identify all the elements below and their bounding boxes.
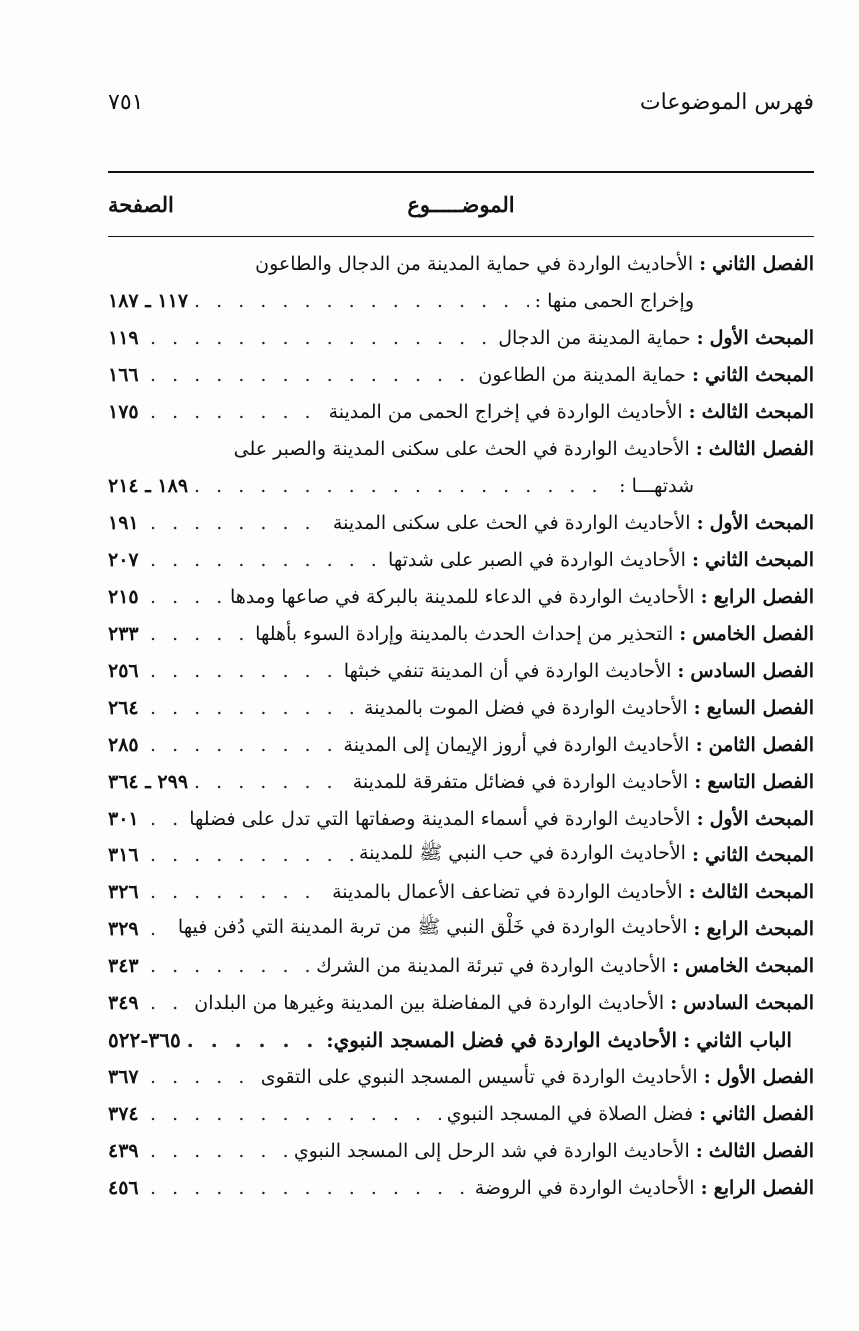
entry-label: الفصل الخامس xyxy=(692,622,814,645)
header-rule xyxy=(108,171,814,173)
entry-title: الأحاديث الواردة في فضل المسجد النبوي: xyxy=(326,1028,678,1053)
entry-title: الأحاديث الواردة في تضاعف الأعمال بالمدينة xyxy=(332,881,683,904)
entry-separator: : xyxy=(683,1028,691,1053)
entry-label: المبحث الأول xyxy=(709,512,814,535)
toc-entry xyxy=(108,505,814,542)
dot-leader xyxy=(150,697,358,719)
toc-entry xyxy=(108,394,814,431)
dot-leader xyxy=(150,1066,255,1088)
entry-separator: : xyxy=(696,512,704,535)
entry-label: المبحث الثالث xyxy=(701,881,814,904)
entry-separator: : xyxy=(693,696,701,719)
entry-page-number: ٢١٥ xyxy=(108,585,139,608)
entry-separator: : xyxy=(672,955,680,978)
entry-separator: : xyxy=(694,770,702,793)
entry-title: الأحاديث الواردة في فضائل متفرقة للمدينة xyxy=(352,770,689,793)
dot-leader xyxy=(150,401,323,423)
entry-page-number: ٣٦٥-٥٢٢ xyxy=(108,1028,181,1053)
entry-label: المبحث الأول xyxy=(709,327,814,350)
entry-title: الأحاديث الواردة في إخراج الحمى من المدينة xyxy=(328,401,683,424)
dot-leader xyxy=(150,364,472,386)
dot-leader xyxy=(194,771,347,793)
toc-entry xyxy=(108,357,814,394)
entry-title: الأحاديث الواردة في حب النبي ﷺ للمدينة xyxy=(359,842,686,865)
toc-entry xyxy=(108,578,814,615)
entry-page-number: ٣٤٩ xyxy=(108,992,139,1015)
dot-leader xyxy=(150,623,249,645)
entry-title: الأحاديث الواردة في الدعاء للمدينة بالبركة في صاعها ومدها xyxy=(230,585,695,608)
entry-page-number: ١٩١ xyxy=(108,512,139,535)
entry-page-number: ٢٣٣ xyxy=(108,622,139,645)
entry-page-number: ٢٨٥ xyxy=(108,733,139,756)
dot-leader xyxy=(150,512,327,534)
entry-label: الفصل الثامن xyxy=(708,733,814,756)
entry-separator: : xyxy=(691,364,699,387)
dot-leader xyxy=(150,734,338,756)
dot-leader xyxy=(150,808,183,830)
entry-separator: : xyxy=(695,733,703,756)
entry-title: التحذير من إحداث الحدث بالمدينة وإرادة السوء بأهلها xyxy=(255,622,674,645)
toc-entry xyxy=(108,542,814,579)
entry-label: الفصل السابع xyxy=(706,696,814,719)
column-header-rule xyxy=(108,236,814,237)
entry-title: الأحاديث الواردة في الصبر على شدتها xyxy=(388,548,686,571)
entry-page-number: ٣٢٩ xyxy=(108,918,139,941)
entry-page-number: ٢٠٧ xyxy=(108,548,139,571)
dot-leader xyxy=(150,1177,469,1199)
entry-label: المبحث الثالث xyxy=(701,401,814,424)
entry-separator: : xyxy=(695,1139,703,1162)
entry-page-number: ٣٠١ xyxy=(108,807,139,830)
entry-title: شدتهـــا : xyxy=(619,475,694,498)
toc-entry xyxy=(108,985,814,1022)
entry-label: الفصل الثاني xyxy=(712,1103,814,1126)
entry-page-number: ١٨٩ ـ ٢١٤ xyxy=(108,475,189,498)
entry-title: الأحاديث الواردة في أروز الإيمان إلى المدينة xyxy=(343,733,690,756)
entry-label: المبحث الثاني xyxy=(704,364,814,387)
entry-label: الفصل الأول xyxy=(716,1066,814,1089)
entry-page-number: ١٧٥ xyxy=(108,401,139,424)
entry-page-number: ٤٣٩ xyxy=(108,1139,139,1162)
toc-entry xyxy=(108,1096,814,1133)
entry-title: الأحاديث الواردة في أسماء المدينة وصفاتها التي تدل على فضلها xyxy=(189,807,691,830)
dot-leader xyxy=(150,918,172,940)
page-number: ٧٥١ xyxy=(108,90,144,115)
dot-leader xyxy=(150,844,353,866)
entry-label: المبحث الثاني xyxy=(704,548,814,571)
entry-page-number: ٢٦٤ xyxy=(108,696,139,719)
toc-entry xyxy=(108,246,814,283)
entry-separator: : xyxy=(696,807,704,830)
entry-separator: : xyxy=(700,585,708,608)
entry-title: فضل الصلاة في المسجد النبوي xyxy=(446,1103,694,1126)
entry-page-number: ٢٥٦ xyxy=(108,659,139,682)
dot-leader xyxy=(150,327,492,349)
running-head xyxy=(108,90,814,130)
dot-leader xyxy=(150,955,310,977)
entry-page-number: ١٦٦ xyxy=(108,364,139,387)
dot-leader xyxy=(150,586,224,608)
entry-title: الأحاديث الواردة في خَلْق النبي ﷺ من تربة المدينة التي دُفن فيها xyxy=(177,916,688,939)
entry-title: الأحاديث الواردة في فضل الموت بالمدينة xyxy=(363,696,688,719)
toc-entry xyxy=(108,763,814,800)
entry-separator: : xyxy=(696,327,704,350)
entry-label: الفصل السادس xyxy=(690,659,814,682)
entry-label: الفصل الثالث xyxy=(708,1139,814,1162)
toc-entry xyxy=(108,800,814,837)
toc-entry xyxy=(108,874,814,911)
page-column-header: الصفحة xyxy=(108,192,174,217)
entry-separator: : xyxy=(695,438,703,461)
dot-leader xyxy=(150,660,338,682)
toc-entry xyxy=(108,468,814,505)
entry-page-number: ٣٦٧ xyxy=(108,1066,139,1089)
toc-entry xyxy=(108,1022,814,1059)
entry-separator: : xyxy=(691,548,699,571)
toc-entries xyxy=(108,246,814,1206)
dot-leader xyxy=(150,1103,441,1125)
entry-title: حماية المدينة من الطاعون xyxy=(478,364,686,387)
entry-title: وإخراج الحمى منها : xyxy=(534,290,694,313)
toc-entry xyxy=(108,431,814,468)
entry-page-number: ١١٩ xyxy=(108,327,139,350)
entry-title: الأحاديث الواردة في تأسيس المسجد النبوي على التقوى xyxy=(260,1066,698,1089)
toc-entry xyxy=(108,948,814,985)
entry-label: المبحث الرابع xyxy=(706,918,814,941)
entry-separator: : xyxy=(703,1066,711,1089)
subject-column-header: الموضـــــوع xyxy=(407,192,515,217)
dot-leader xyxy=(194,475,613,497)
entry-label: الفصل الرابع xyxy=(713,585,814,608)
entry-label: المبحث الثاني xyxy=(704,844,814,867)
entry-separator: : xyxy=(691,844,699,867)
entry-title: الأحاديث الواردة في المفاضلة بين المدينة وغيرها من البلدان xyxy=(194,992,665,1015)
entry-page-number: ٣٢٦ xyxy=(108,881,139,904)
toc-entry xyxy=(108,320,814,357)
dot-leader xyxy=(187,1028,320,1052)
entry-title: الأحاديث الواردة في شد الرحل إلى المسجد النبوي xyxy=(293,1139,690,1162)
entry-separator: : xyxy=(688,881,696,904)
dot-leader xyxy=(150,549,382,571)
entry-page-number: ١١٧ ـ ١٨٧ xyxy=(108,290,189,313)
entry-title: الأحاديث الواردة في أن المدينة تنفي خبثها xyxy=(343,659,672,682)
entry-label: الفصل الرابع xyxy=(713,1176,814,1199)
entry-separator: : xyxy=(677,659,685,682)
toc-entry xyxy=(108,1133,814,1170)
entry-label: المبحث الأول xyxy=(709,807,814,830)
toc-entry xyxy=(108,652,814,689)
running-title: فهرس الموضوعات xyxy=(639,90,814,115)
entry-title: الأحاديث الواردة في الحث على سكنى المدينة xyxy=(332,512,691,535)
entry-separator: : xyxy=(670,992,678,1015)
entry-title: الأحاديث الواردة في حماية المدينة من الدجال والطاعون xyxy=(255,253,694,276)
entry-label: المبحث السادس xyxy=(683,992,814,1015)
entry-page-number: ٤٥٦ xyxy=(108,1176,139,1199)
entry-page-number: ٢٩٩ ـ ٣٦٤ xyxy=(108,770,189,793)
entry-label: الفصل الثالث xyxy=(708,438,814,461)
entry-label: الفصل الثاني xyxy=(712,253,814,276)
toc-entry xyxy=(108,1169,814,1206)
toc-entry xyxy=(108,689,814,726)
entry-label: الفصل التاسع xyxy=(707,770,814,793)
entry-page-number: ٣٧٤ xyxy=(108,1103,139,1126)
entry-label: الباب الثاني xyxy=(696,1028,792,1053)
entry-separator: : xyxy=(679,622,687,645)
toc-entry xyxy=(108,1059,814,1096)
entry-title: الأحاديث الواردة في تبرئة المدينة من الشرك xyxy=(316,955,667,978)
dot-leader xyxy=(150,992,188,1014)
entry-separator: : xyxy=(699,253,707,276)
column-headers xyxy=(108,192,814,226)
entry-title: الأحاديث الواردة في الحث على سكنى المدينة والصبر على xyxy=(233,438,690,461)
entry-label: المبحث الخامس xyxy=(685,955,814,978)
entry-separator: : xyxy=(688,401,696,424)
dot-leader xyxy=(150,1140,288,1162)
entry-separator: : xyxy=(699,1103,707,1126)
entry-title: حماية المدينة من الدجال xyxy=(498,327,691,350)
toc-entry xyxy=(108,615,814,652)
toc-entry xyxy=(108,911,814,948)
entry-title: الأحاديث الواردة في الروضة xyxy=(474,1176,695,1199)
entry-page-number: ٣٤٣ xyxy=(108,955,139,978)
toc-entry xyxy=(108,837,814,874)
toc-entry xyxy=(108,283,814,320)
entry-separator: : xyxy=(700,1176,708,1199)
entry-separator: : xyxy=(693,918,701,941)
dot-leader xyxy=(194,290,529,312)
entry-page-number: ٣١٦ xyxy=(108,844,139,867)
toc-entry xyxy=(108,726,814,763)
dot-leader xyxy=(150,881,326,903)
